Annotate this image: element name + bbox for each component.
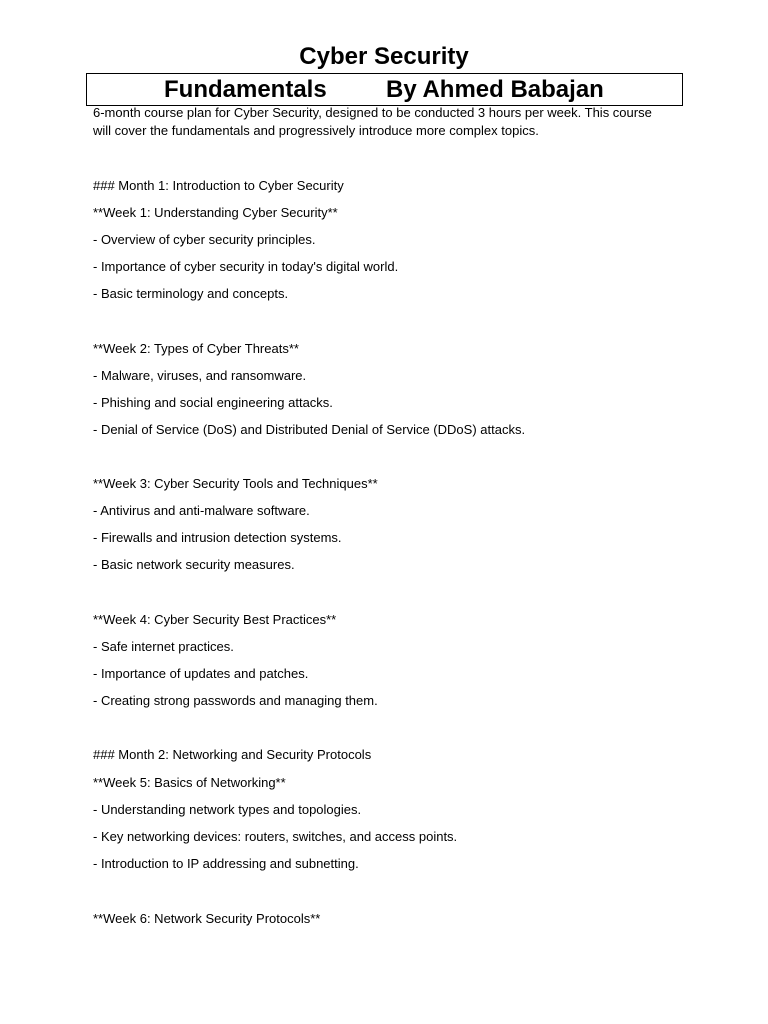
list-item: - Understanding network types and topologies. [93, 802, 362, 817]
week-heading: **Week 1: Understanding Cyber Security** [93, 205, 338, 220]
list-item: - Importance of cyber security in today's digital world. [93, 259, 399, 274]
month-heading: ### Month 1: Introduction to Cyber Security [93, 178, 344, 193]
list-item: - Creating strong passwords and managing them. [93, 693, 378, 708]
list-item: - Firewalls and intrusion detection systems. [93, 530, 342, 545]
intro-paragraph: 6-month course plan for Cyber Security, designed to be conducted 3 hours per week. This course will cover the fundamentals and progressively introduce more complex topics. [93, 105, 652, 138]
title-subject: Fundamentals [164, 76, 327, 103]
list-item: - Phishing and social engineering attacks. [93, 395, 333, 410]
month-heading: ### Month 2: Networking and Security Protocols [93, 747, 372, 762]
list-item: - Importance of updates and patches. [93, 666, 309, 681]
list-item: - Safe internet practices. [93, 639, 234, 654]
list-item: - Key networking devices: routers, switches, and access points. [93, 829, 458, 844]
list-item: - Overview of cyber security principles. [93, 232, 316, 247]
list-item: - Basic terminology and concepts. [93, 286, 289, 301]
list-item: - Denial of Service (DoS) and Distributed Denial of Service (DDoS) attacks. [93, 422, 526, 437]
list-item: - Basic network security measures. [93, 557, 295, 572]
list-item: - Antivirus and anti-malware software. [93, 503, 310, 518]
document-title: Cyber Security [299, 43, 469, 70]
list-item: - Introduction to IP addressing and subnetting. [93, 856, 359, 871]
week-heading: **Week 3: Cyber Security Tools and Techniques** [93, 476, 378, 491]
title-author: By Ahmed Babajan [386, 76, 604, 103]
week-heading: **Week 6: Network Security Protocols** [93, 911, 321, 926]
list-item: - Malware, viruses, and ransomware. [93, 368, 307, 383]
title-box [86, 73, 683, 106]
week-heading: **Week 4: Cyber Security Best Practices** [93, 612, 337, 627]
week-heading: **Week 5: Basics of Networking** [93, 775, 286, 790]
week-heading: **Week 2: Types of Cyber Threats** [93, 341, 299, 356]
